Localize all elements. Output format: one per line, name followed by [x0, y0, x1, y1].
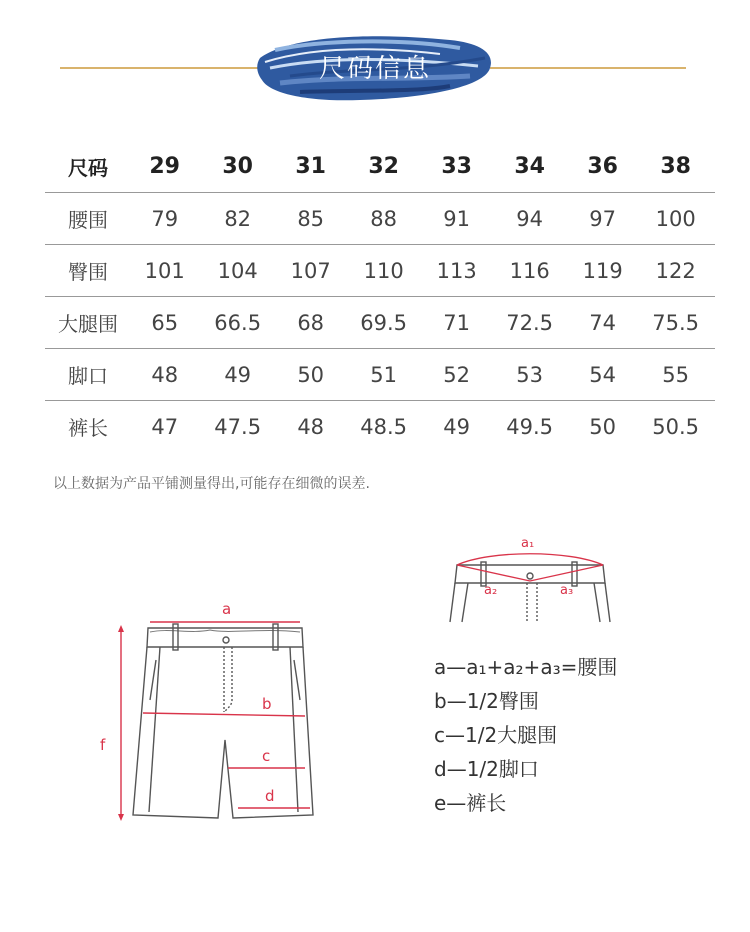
- row-label: 臀围: [45, 245, 131, 297]
- legend-item: e—裤长: [434, 791, 507, 815]
- table-cell: 54: [569, 349, 636, 401]
- label-a2: a₂: [484, 583, 498, 598]
- size-col-header: 36: [569, 141, 636, 193]
- table-cell: 113: [423, 245, 490, 297]
- table-cell: 71: [423, 297, 490, 349]
- measurement-legend: [434, 650, 617, 820]
- table-cell: 55: [636, 349, 715, 401]
- size-col-header: 30: [198, 141, 277, 193]
- table-cell: 101: [131, 245, 198, 297]
- row-label: 裤长: [68, 416, 108, 440]
- table-cell: 69.5: [344, 297, 423, 349]
- table-cell: 116: [490, 245, 569, 297]
- table-cell: 79: [131, 193, 198, 245]
- table-cell: 68: [277, 297, 344, 349]
- label-f: f: [100, 736, 106, 754]
- label-b: b: [262, 695, 272, 713]
- table-cell: 65: [131, 297, 198, 349]
- waist-detail-illustration: [450, 562, 610, 622]
- table-cell: 50.5: [652, 414, 700, 439]
- table-cell: 50: [277, 349, 344, 401]
- label-d: d: [265, 787, 275, 805]
- table-cell: 85: [277, 193, 344, 245]
- table-cell: 48.5: [360, 414, 408, 439]
- measurement-note: 以上数据为产品平铺测量得出,可能存在细微的误差.: [53, 476, 370, 492]
- size-col-header: 38: [636, 141, 715, 193]
- label-a3: a₃: [560, 583, 574, 598]
- table-cell: 104: [198, 245, 277, 297]
- table-cell: 48: [131, 349, 198, 401]
- table-cell: 51: [344, 349, 423, 401]
- table-cell: 107: [277, 245, 344, 297]
- table-cell: 94: [490, 193, 569, 245]
- label-c: c: [262, 747, 271, 765]
- page-title: 尺码信息: [318, 54, 431, 84]
- table-cell: 47.5: [214, 414, 262, 439]
- table-cell: 49: [198, 349, 277, 401]
- waist-measurement-lines: [457, 554, 603, 581]
- table-cell: 50: [589, 414, 617, 439]
- table-cell: 88: [344, 193, 423, 245]
- size-col-header: 32: [344, 141, 423, 193]
- table-cell: 110: [344, 245, 423, 297]
- shorts-illustration: [133, 624, 313, 818]
- legend-item: d—1/2脚口: [434, 757, 539, 781]
- table-cell: 74: [569, 297, 636, 349]
- table-cell: 100: [636, 193, 715, 245]
- label-a1: a₁: [521, 536, 535, 551]
- table-cell: 48: [297, 414, 325, 439]
- table-cell: 82: [198, 193, 277, 245]
- table-cell: 91: [423, 193, 490, 245]
- table-cell: 66.5: [198, 297, 277, 349]
- row-label: 脚口: [45, 349, 131, 401]
- table-cell: 49: [443, 414, 471, 439]
- row-label: 腰围: [45, 193, 131, 245]
- row-label: 大腿围: [45, 297, 131, 349]
- label-a: a: [222, 600, 232, 618]
- legend-item: b—1/2臀围: [434, 689, 539, 713]
- size-header-label: 尺码: [45, 141, 131, 193]
- table-cell: 97: [569, 193, 636, 245]
- legend-item: c—1/2大腿围: [434, 723, 558, 747]
- size-col-header: 29: [131, 141, 198, 193]
- size-col-header: 34: [490, 141, 569, 193]
- table-cell: 75.5: [636, 297, 715, 349]
- size-col-header: 33: [423, 141, 490, 193]
- table-cell: 52: [423, 349, 490, 401]
- table-cell: 119: [569, 245, 636, 297]
- table-cell: 49.5: [506, 414, 554, 439]
- table-cell: 47: [151, 414, 179, 439]
- table-cell: 72.5: [490, 297, 569, 349]
- table-cell: 53: [490, 349, 569, 401]
- table-cell: 122: [636, 245, 715, 297]
- legend-item: a—a₁+a₂+a₃=腰围: [434, 655, 618, 679]
- size-col-header: 31: [277, 141, 344, 193]
